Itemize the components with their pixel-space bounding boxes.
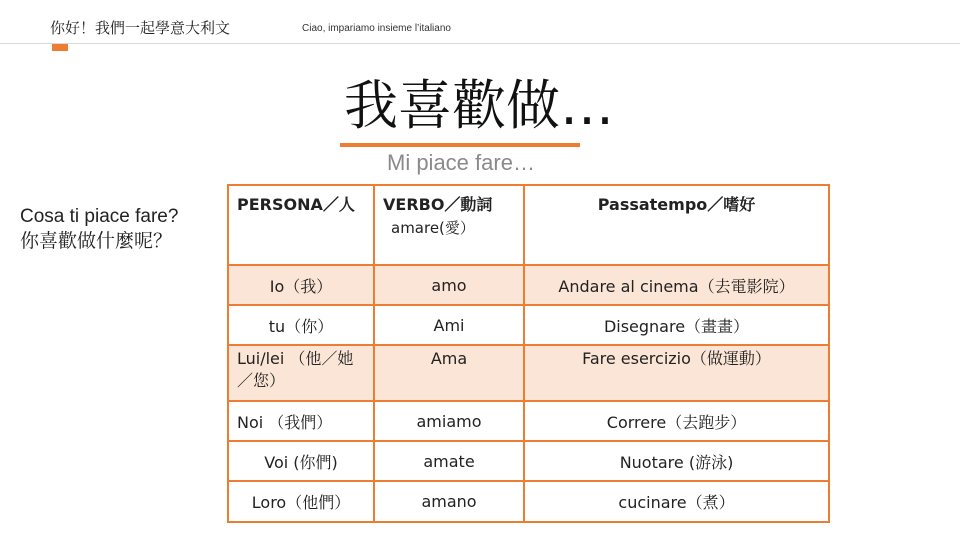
cell-passatempo: cucinare（煮） (524, 481, 829, 522)
cell-verbo: amate (374, 441, 524, 481)
header-accent-tab (52, 44, 68, 51)
table-row (228, 401, 829, 441)
header-persona: PERSONA／人 (228, 185, 374, 265)
header-passatempo: Passatempo／嗜好 (524, 185, 829, 265)
cell-verbo: Ama (374, 345, 524, 401)
cell-verbo: amiamo (374, 401, 524, 441)
vocabulary-table (227, 184, 830, 523)
header-title-italian: Ciao, impariamo insieme l’italiano (302, 23, 451, 34)
cell-passatempo: Correre（去跑步） (524, 401, 829, 441)
cell-verbo: amano (374, 481, 524, 522)
cell-persona: Io（我） (228, 265, 374, 305)
question-chinese: 你喜歡做什麼呢？ (20, 231, 173, 252)
table-row (228, 265, 829, 305)
table-row (228, 305, 829, 345)
cell-persona: Loro（他們） (228, 481, 374, 522)
cell-persona: Voi (你們) (228, 441, 374, 481)
cell-passatempo: Disegnare（畫畫） (524, 305, 829, 345)
slide-subtitle: Mi piace fare… (387, 150, 535, 175)
cell-verbo: Ami (374, 305, 524, 345)
cell-passatempo: Fare esercizio（做運動） (524, 345, 829, 401)
table-row (228, 345, 829, 401)
cell-persona: Lui/lei （他／她／您） (228, 345, 374, 401)
header-verbo (374, 185, 524, 265)
header-verbo-label: VERBO／動詞 (383, 195, 493, 214)
cell-verbo: amo (374, 265, 524, 305)
cell-persona: Noi （我們） (228, 401, 374, 441)
table-row (228, 481, 829, 522)
cell-passatempo: Andare al cinema（去電影院） (524, 265, 829, 305)
question-italian: Cosa ti piace fare? (20, 206, 179, 227)
question-block (20, 204, 178, 254)
slide-title: 我喜歡做… (344, 74, 614, 137)
header-verbo-note: amare(愛） (391, 219, 475, 237)
title-underline (340, 143, 580, 147)
cell-passatempo: Nuotare (游泳) (524, 441, 829, 481)
cell-persona: tu（你） (228, 305, 374, 345)
table-header-row (228, 185, 829, 265)
table-row (228, 441, 829, 481)
header-divider (0, 43, 960, 44)
header-title-chinese: 你好！我們一起學意大利文 (50, 20, 231, 37)
